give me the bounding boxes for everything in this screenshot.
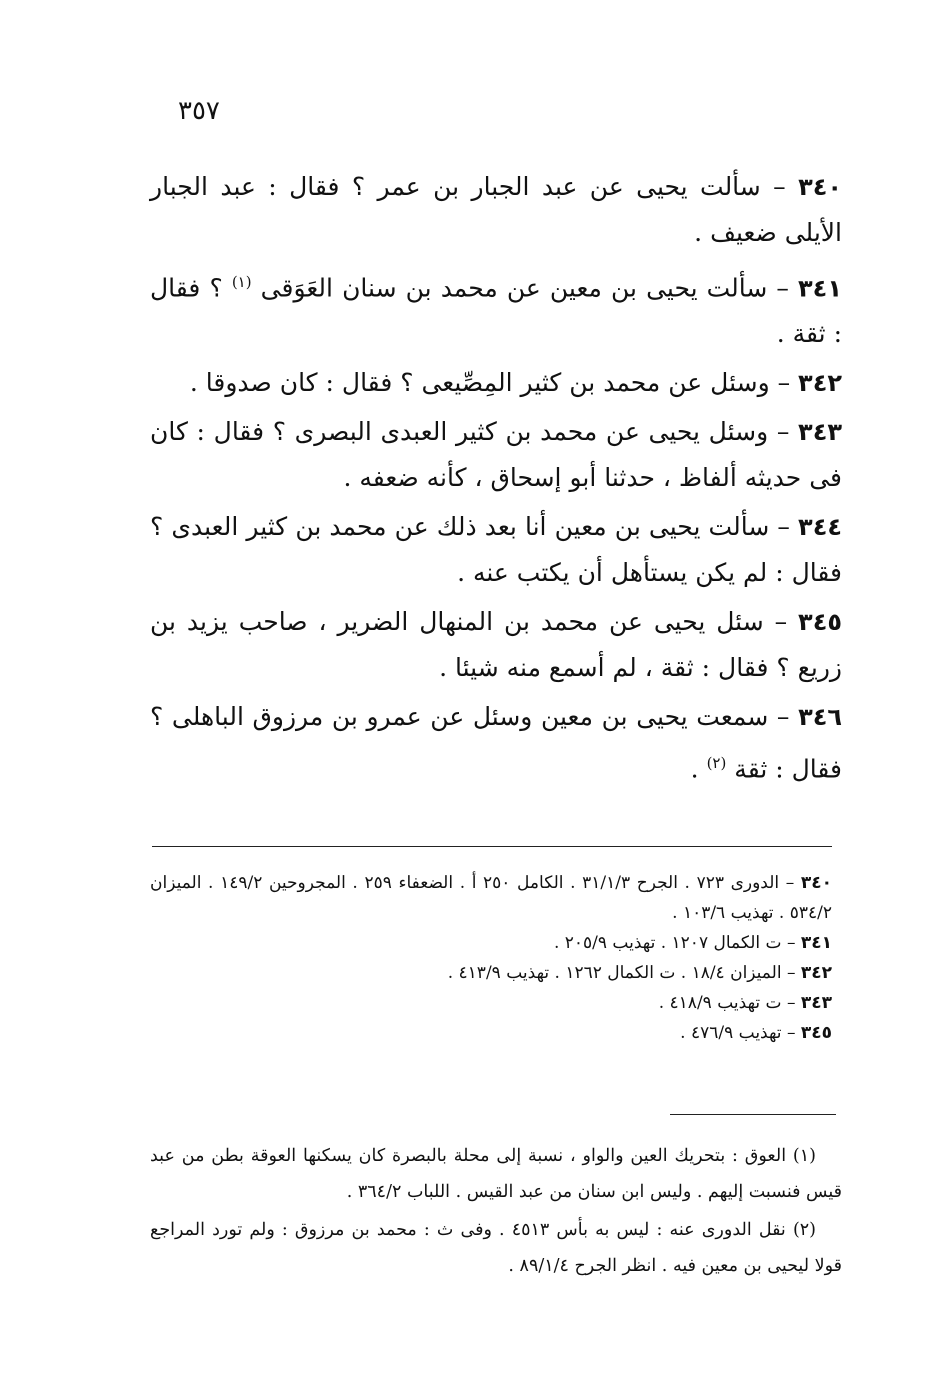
entry-number: ٣٤٣	[798, 418, 842, 447]
reference-text: – ت الكمال ١٢٠٧ . تهذيب ٢٠٥/٩ .	[553, 933, 796, 953]
footnote-marker: (٢)	[792, 1220, 816, 1240]
reference-342	[150, 958, 832, 988]
reference-text: – ت تهذيب ٤١٨/٩ .	[658, 993, 796, 1013]
entry-340	[150, 164, 842, 256]
entry-text: – سمعت يحيى بن معين وسئل عن عمرو بن مرزوق الباهلى ؟ فقال : ثقة	[150, 702, 842, 784]
footnote-2	[150, 1212, 842, 1284]
reference-text: – الدورى ٧٢٣ . الجرح ٣١/١/٣ . الكامل ٢٥٠ أ . الضعفاء ٢٥٩ . المجروحين ١٤٩/٢ . الميزان ٥٣٤/٢ . تهذيب ١٠٣/٦ .	[150, 873, 832, 923]
entries-list	[150, 164, 842, 796]
footnotes-divider	[670, 1114, 836, 1115]
reference-341	[150, 928, 832, 958]
entry-text: – وسئل عن محمد بن كثير المِصِّيعى ؟ فقال : كان صدوقا .	[189, 368, 791, 398]
footnote-1	[150, 1138, 842, 1210]
page-number: ٣٥٧	[178, 96, 220, 126]
references-divider	[152, 846, 832, 847]
reference-340	[150, 868, 832, 928]
entry-text: – سألت يحيى بن معين أنا بعد ذلك عن محمد بن كثير العبدى ؟ فقال : لم يكن يستأهل أن يكتب عنه .	[150, 512, 842, 588]
reference-number: ٣٤١	[800, 933, 832, 953]
entry-number: ٣٤٥	[798, 608, 842, 637]
reference-text: – تهذيب ٤٧٦/٩ .	[680, 1023, 796, 1043]
entry-342	[150, 360, 842, 406]
footnote-marker: (١)	[792, 1146, 816, 1166]
entry-text: – سألت يحيى بن معين عن محمد بن سنان العَوَقى	[260, 273, 789, 303]
references-list	[150, 868, 842, 1048]
reference-number: ٣٤٢	[800, 963, 832, 983]
entry-number: ٣٤٢	[798, 369, 842, 398]
entry-text: – سألت يحيى عن عبد الجبار بن عمر ؟ فقال : عبد الجبار الأيلى ضعيف .	[150, 172, 842, 247]
entry-number: ٣٤١	[798, 274, 842, 303]
entry-text-continued: .	[690, 754, 699, 784]
entry-346	[150, 694, 842, 792]
footnote-text: العوق : بتحريك العين والواو ، نسبة إلى محلة بالبصرة كان يسكنها العوقة بطن من عبد قيس فنسبت إليهم . وليس ابن سنان من عبد القيس . اللباب ٣٦٤/٢ .	[150, 1146, 842, 1202]
entry-343	[150, 409, 842, 501]
entry-number: ٣٤٤	[798, 513, 842, 542]
entry-number: ٣٤٦	[798, 703, 843, 732]
reference-345	[150, 1018, 832, 1048]
reference-number: ٣٤٥	[800, 1023, 832, 1043]
reference-number: ٣٤٣	[800, 993, 832, 1013]
reference-text: – الميزان ١٨/٤ . ت الكمال ١٢٦٢ . تهذيب ٤١٣/٩ .	[447, 963, 796, 983]
footnote-text: نقل الدورى عنه : ليس به بأس ٤٥١٣ . وفى ث : محمد بن مرزوق : ولم تورد المراجع قولا ليحيى بن معين فيه . انظر الجرح ٨٩/١/٤ .	[150, 1220, 842, 1276]
book-page	[150, 0, 842, 1374]
entry-344	[150, 504, 842, 596]
footnote-marker: (١)	[231, 273, 252, 291]
entry-text: – وسئل يحيى عن محمد بن كثير العبدى البصرى ؟ فقال : كان فى حديثه ألفاظ ، حدثنا أبو إسحاق ، كأنه ضعفه .	[150, 417, 842, 493]
footnotes-list	[150, 1138, 842, 1284]
reference-343	[150, 988, 832, 1018]
entry-number: ٣٤٠	[798, 173, 843, 201]
reference-number: ٣٤٠	[800, 873, 832, 893]
entry-345	[150, 599, 842, 691]
entry-text: – سئل يحيى عن محمد بن المنهال الضرير ، صاحب يزيد بن زريع ؟ فقال : ثقة ، لم أسمع منه شيئا .	[150, 607, 842, 683]
entry-341	[150, 259, 842, 357]
footnote-marker: (٢)	[706, 754, 727, 773]
entry-text-continued: ؟ فقال : ثقة .	[150, 273, 842, 349]
